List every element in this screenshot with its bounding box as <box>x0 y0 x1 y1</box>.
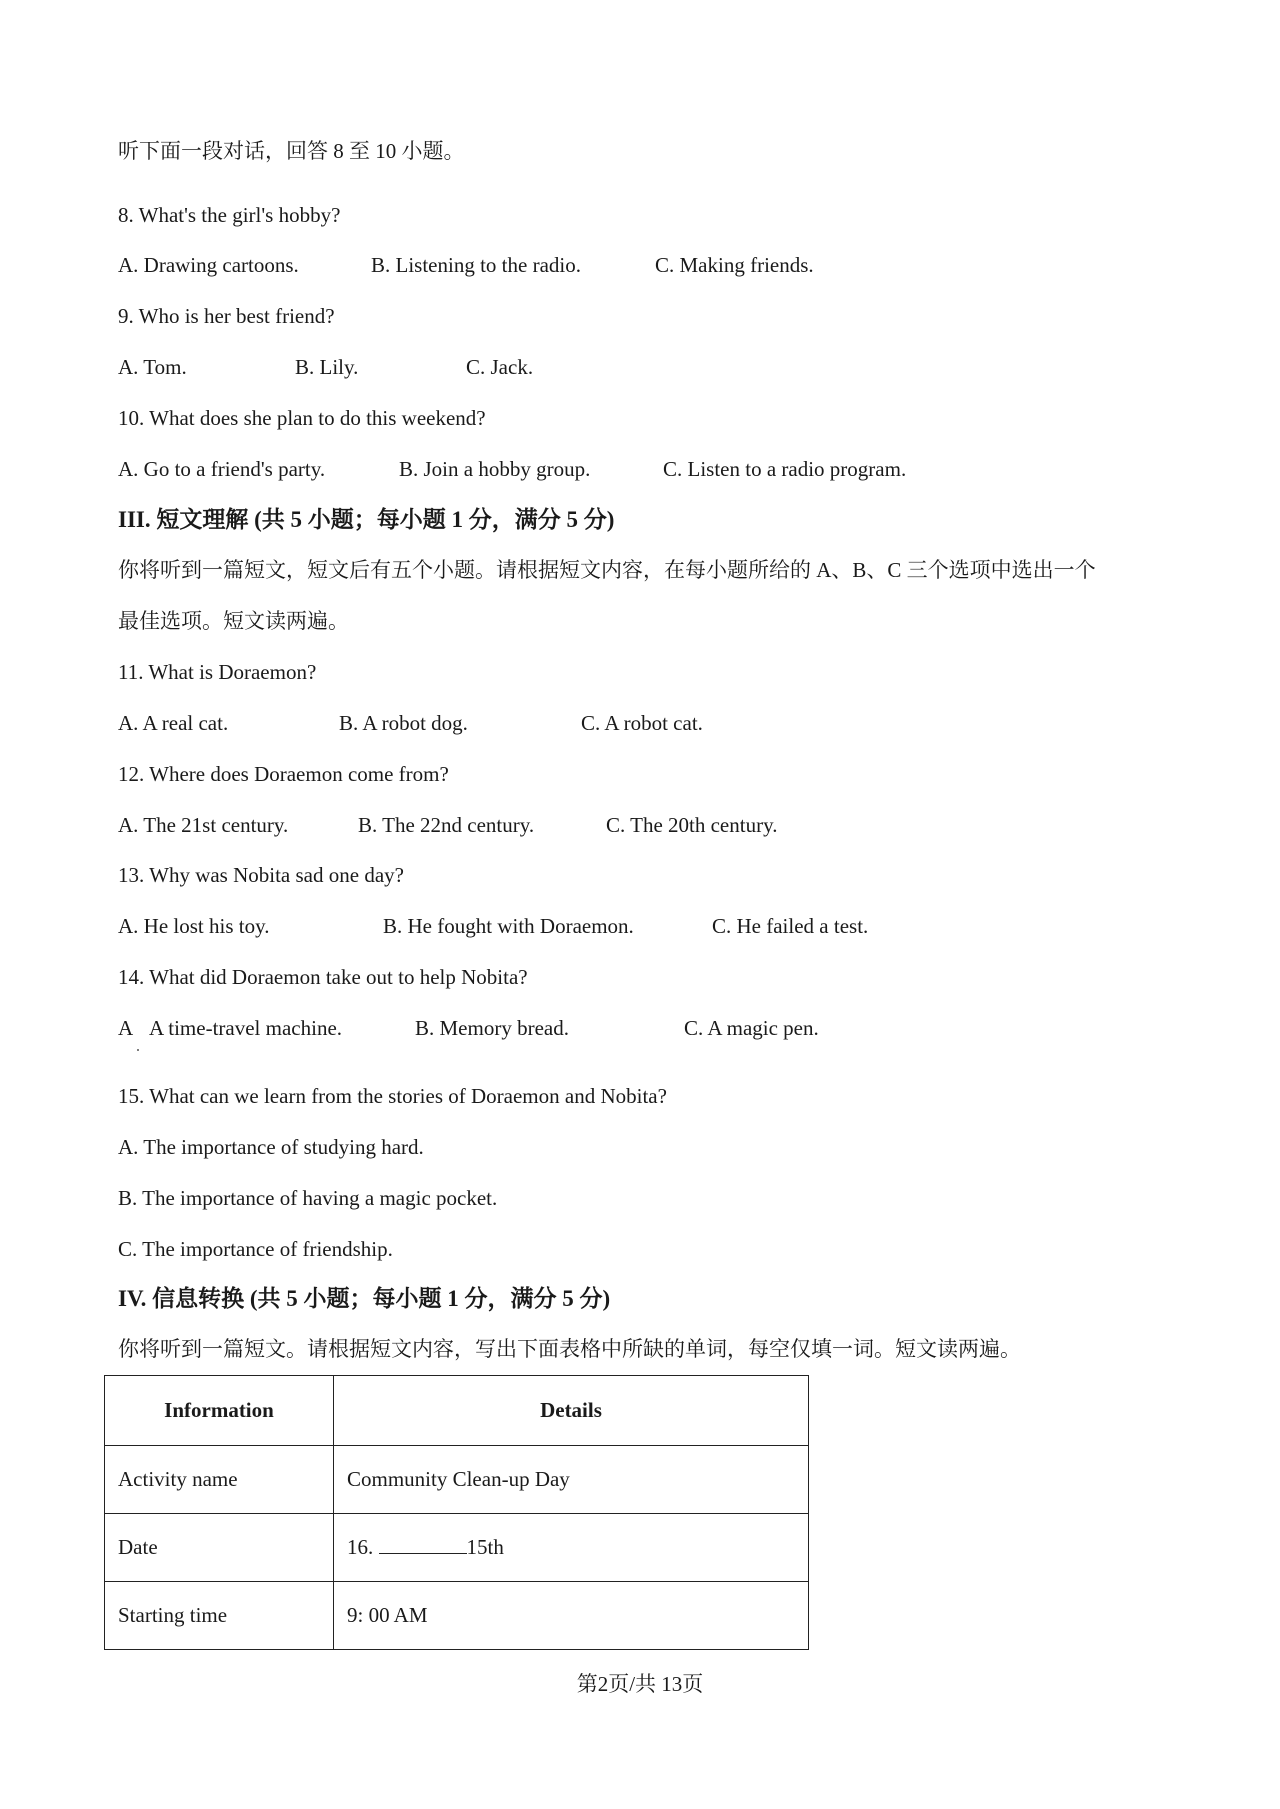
option: C. The 20th century. <box>606 813 778 837</box>
table-cell: Starting time <box>105 1582 334 1650</box>
table-cell: 9: 00 AM <box>334 1582 809 1650</box>
fill-in-blank[interactable] <box>379 1535 467 1554</box>
option: C. Jack. <box>466 355 534 379</box>
option: C. He failed a test. <box>712 914 869 938</box>
option: A time-travel machine. <box>149 1016 343 1040</box>
table-cell: Date <box>105 1514 334 1582</box>
question-stem: 11. What is Doraemon? <box>118 660 317 684</box>
option: C. Listen to a radio program. <box>663 457 907 481</box>
question-stem: 12. Where does Doraemon come from? <box>118 762 449 786</box>
option: B. A robot dog. <box>339 711 468 735</box>
option-letter: A <box>118 1016 134 1040</box>
question-stem: 8. What's the girl's hobby? <box>118 203 341 227</box>
option: B. He fought with Doraemon. <box>383 914 634 938</box>
table-row <box>105 1582 809 1650</box>
question-stem: 10. What does she plan to do this weekend? <box>118 406 486 430</box>
option: B. Listening to the radio. <box>371 253 581 277</box>
blank-suffix: 15th <box>466 1535 504 1559</box>
scan-speck <box>137 1049 139 1051</box>
table-cell: Community Clean-up Day <box>334 1446 809 1514</box>
section-heading: III. 短文理解 (共 5 小题；每小题 1 分，满分 5 分) <box>118 507 615 532</box>
option: C. The importance of friendship. <box>118 1237 393 1261</box>
option: A. The importance of studying hard. <box>118 1135 424 1159</box>
table-header: Information <box>105 1376 334 1446</box>
option: C. A magic pen. <box>684 1016 819 1040</box>
question-stem: 9. Who is her best friend? <box>118 304 335 328</box>
option: A. Drawing cartoons. <box>118 253 299 277</box>
info-table <box>104 1375 809 1650</box>
blank-number: 16. <box>347 1535 374 1559</box>
table-header-row <box>105 1376 809 1446</box>
page-footer: 第2页/共 13页 <box>576 1672 704 1696</box>
option: B. Join a hobby group. <box>399 457 591 481</box>
question-stem: 14. What did Doraemon take out to help Nobita? <box>118 965 528 989</box>
option: B. Lily. <box>295 355 359 379</box>
table-header: Details <box>334 1376 809 1446</box>
table-row <box>105 1514 809 1582</box>
section-instruction: 最佳选项。短文读两遍。 <box>118 609 349 633</box>
option: B. Memory bread. <box>415 1016 569 1040</box>
table-cell-blank <box>334 1514 809 1582</box>
option: C. Making friends. <box>655 253 814 277</box>
option: A. A real cat. <box>118 711 229 735</box>
table-row <box>105 1446 809 1514</box>
option: A. The 21st century. <box>118 813 289 837</box>
instruction-q8-10: 听下面一段对话，回答 8 至 10 小题。 <box>118 139 465 163</box>
question-stem: 13. Why was Nobita sad one day? <box>118 863 404 887</box>
table-cell: Activity name <box>105 1446 334 1514</box>
section-instruction: 你将听到一篇短文。请根据短文内容，写出下面表格中所缺的单词，每空仅填一词。短文读两遍。 <box>118 1337 1021 1361</box>
option: A. Tom. <box>118 355 187 379</box>
question-stem: 15. What can we learn from the stories of Doraemon and Nobita? <box>118 1084 667 1108</box>
section-heading: IV. 信息转换 (共 5 小题；每小题 1 分，满分 5 分) <box>118 1286 611 1311</box>
option: C. A robot cat. <box>581 711 703 735</box>
section-instruction: 你将听到一篇短文，短文后有五个小题。请根据短文内容，在每小题所给的 A、B、C 三个选项中选出一个 <box>118 558 1096 582</box>
option: B. The 22nd century. <box>358 813 535 837</box>
option: A. He lost his toy. <box>118 914 270 938</box>
option: A. Go to a friend's party. <box>118 457 326 481</box>
option: B. The importance of having a magic pocket. <box>118 1186 498 1210</box>
